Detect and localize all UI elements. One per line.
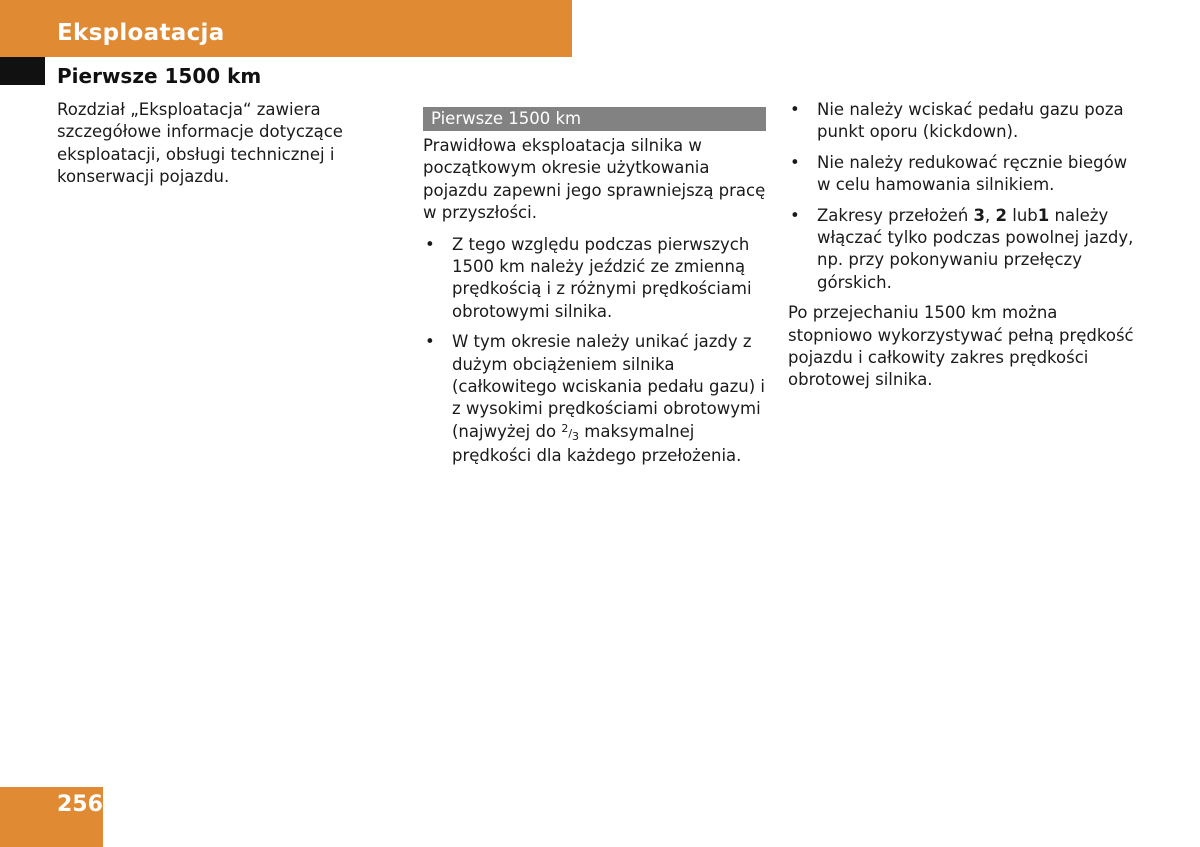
intro-paragraph: Rozdział „Eksploatacja“ zawiera szczegółowe informacje dotyczące eksploatacji, obsługi technicznej i konserwacji pojazdu. — [57, 100, 343, 187]
gear-2-label: 2 — [995, 205, 1007, 225]
gear-text-prefix: Zakresy przełożeń — [817, 205, 969, 225]
fraction-two-thirds — [561, 422, 579, 443]
list-item — [423, 234, 766, 324]
right-column — [788, 99, 1138, 392]
list-item — [788, 152, 1138, 197]
bullet-icon: • — [790, 152, 800, 172]
intro-column — [57, 99, 387, 189]
subheading-bar: Pierwsze 1500 km — [423, 107, 766, 131]
list-item-text: W tym okresie należy unikać jazdy z dużym obciążeniem silnika (całkowitego wciskania pedału gazu) i z wysokimi prędkościami obrotowymi (najwyżej do — [452, 332, 765, 441]
list-item-text: Nie należy redukować ręcznie biegów w celu hamowania silnikiem. — [817, 152, 1128, 195]
middle-bullet-list — [423, 234, 766, 468]
bullet-icon: • — [790, 100, 800, 119]
section-title: Pierwsze 1500 km — [57, 64, 262, 88]
list-item-text: Nie należy wciskać pedału gazu poza punkt oporu (kickdown). — [817, 100, 1124, 142]
right-bullet-list — [788, 99, 1138, 294]
list-item-text: Z tego względu podczas pierwszych 1500 km należy jeździć ze zmienną prędkością i z różnymi prędkościami obrotowymi silnika. — [452, 234, 752, 321]
gear-comma: , — [985, 205, 991, 225]
section-marker — [0, 57, 45, 85]
chapter-title: Eksploatacja — [57, 20, 225, 46]
gear-3-label: 3 — [973, 205, 986, 225]
fraction-slash: / — [568, 426, 573, 440]
bullet-icon: • — [790, 205, 800, 225]
closing-paragraph: Po przejechaniu 1500 km można stopniowo wykorzystywać pełną prędkość pojazdu i całkowity zakres prędkości obrotowej silnika. — [788, 303, 1134, 390]
list-item-gears — [788, 205, 1138, 295]
middle-column — [423, 107, 766, 476]
fraction-numerator: 2 — [561, 421, 569, 435]
bullet-icon: • — [425, 332, 435, 352]
page-number: 256 — [57, 792, 103, 817]
bullet-icon: • — [425, 234, 435, 254]
gear-text-lub: lub — [1012, 205, 1038, 225]
fraction-denominator: 3 — [572, 429, 580, 443]
gear-text-suffix: należy włączać tylko podczas powolnej jazdy, np. przy pokonywaniu przełęczy górskich. — [817, 205, 1134, 292]
list-item — [788, 99, 1138, 144]
gear-1-label: 1 — [1037, 205, 1050, 225]
list-item-text-tail: maksymalnej prędkości dla każdego przełożenia. — [452, 421, 742, 466]
middle-paragraph: Prawidłowa eksploatacja silnika w początkowym okresie użytkowania pojazdu zapewni jego sprawniejszą pracę w przyszłości. — [423, 136, 766, 223]
list-item — [423, 331, 766, 467]
